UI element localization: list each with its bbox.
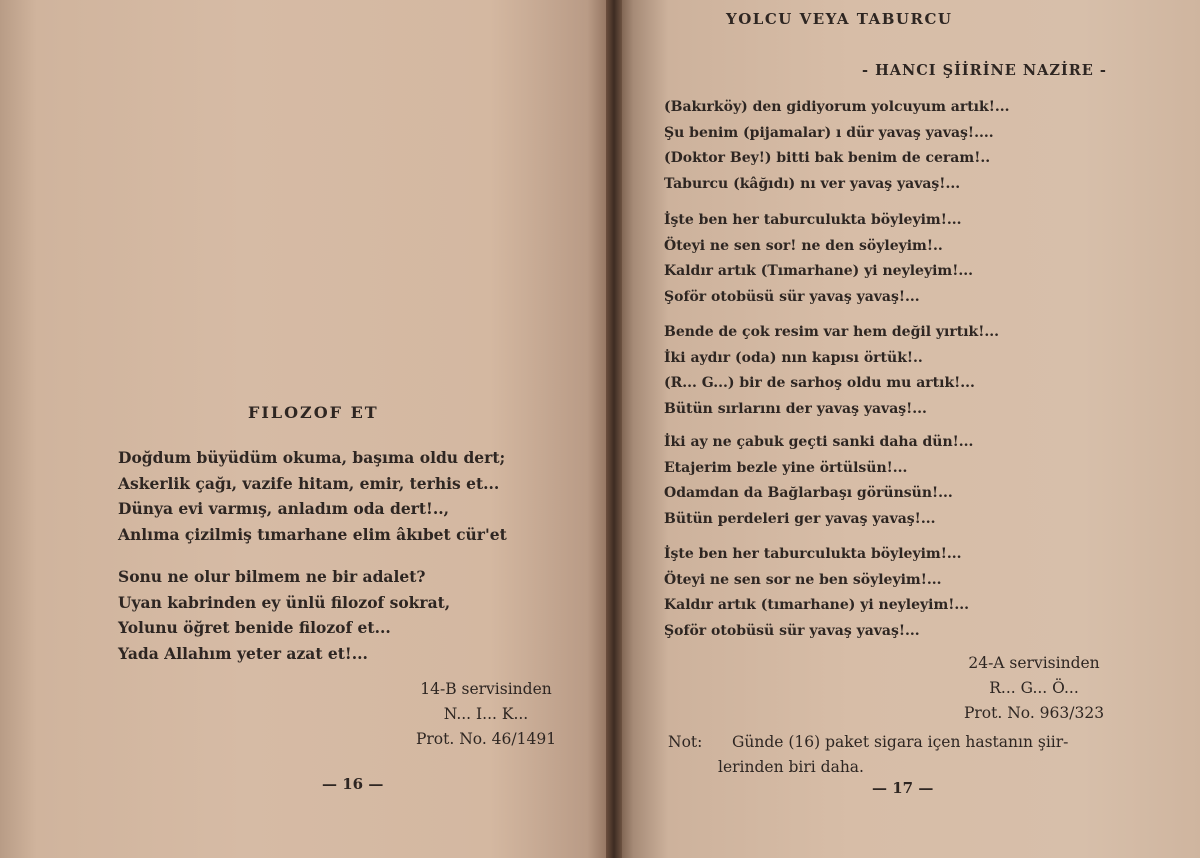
poem-line: Taburcu (kâğıdı) nı ver yavaş yavaş!... <box>664 175 961 192</box>
signature-initials: N... I... K... <box>443 705 529 723</box>
poem-line: Şoför otobüsü sür yavaş yavaş!... <box>664 622 920 639</box>
poem-line: Doğdum büyüdüm okuma, başıma oldu dert; <box>118 448 506 467</box>
poem-subtitle: - HANCI ŞİİRİNE NAZİRE - <box>862 62 1107 79</box>
poem-line: Kaldır artık (tımarhane) yi neyleyim!... <box>664 597 970 613</box>
poem-title: YOLCU VEYA TABURCU <box>726 10 953 28</box>
poem-line: Yada Allahım yeter azat et!... <box>118 643 368 663</box>
signature-initials: R... G... Ö... <box>989 679 1079 697</box>
signature-protocol: Prot. No. 963/323 <box>963 704 1105 722</box>
poem-line: Bütün sırlarını der yavaş yavaş!... <box>664 400 927 417</box>
page-number: — 16 — <box>322 775 384 793</box>
poem-line: Kaldır artık (Tımarhane) yi neyleyim!... <box>664 263 973 279</box>
poem-line: Yolunu öğret benide filozof et... <box>118 618 391 637</box>
poem-line: (Doktor Bey!) bitti bak benim de ceram!.. <box>664 150 991 166</box>
poem-line: Öteyi ne sen sor ne ben söyleyim!... <box>664 571 942 588</box>
signature-service: 24-A servisinden <box>968 654 1100 672</box>
poem-stanza <box>118 564 450 666</box>
signature-protocol: Prot. No. 46/1491 <box>415 730 557 748</box>
right-page <box>616 0 1200 858</box>
author-signature <box>396 677 576 752</box>
poem-stanza <box>664 430 973 532</box>
poem-line: İki aydır (oda) nın kapısı örtük!.. <box>664 349 923 366</box>
poem-stanza <box>664 208 973 310</box>
poem-line: Anlıma çizilmiş tımarhane elim âkıbet cür'et <box>118 524 507 544</box>
poem-line: Etajerim bezle yine örtülsün!... <box>664 459 908 476</box>
poem-stanza <box>118 445 507 547</box>
poem-stanza <box>664 542 969 644</box>
book-spine <box>606 0 622 858</box>
poem-line: İki ay ne çabuk geçti sanki daha dün!... <box>664 434 974 450</box>
poem-line: Şoför otobüsü sür yavaş yavaş!... <box>664 288 920 305</box>
poem-line: Öteyi ne sen sor! ne den söyleyim!.. <box>664 237 943 254</box>
poem-line: Sonu ne olur bilmem ne bir adalet? <box>118 567 426 586</box>
author-signature <box>946 651 1122 726</box>
poem-line: Dünya evi varmış, anladım oda dert!.., <box>118 499 450 518</box>
poem-title: FILOZOF ET <box>248 403 379 422</box>
poem-line: (Bakırköy) den gidiyorum yolcuyum artık!... <box>664 99 1010 115</box>
poem-line: (R... G...) bir de sarhoş oldu mu artık!... <box>664 375 975 391</box>
note-label: Not: <box>668 733 703 751</box>
poem-line: Odamdan da Bağlarbaşı görünsün!... <box>664 485 953 501</box>
signature-service: 14-B servisinden <box>420 680 552 698</box>
poem-stanza <box>664 95 1009 197</box>
poem-line: Askerlik çağı, vazife hitam, emir, terhis et... <box>118 473 500 493</box>
poem-stanza <box>664 320 999 422</box>
poem-line: Şu benim (pijamalar) ı dür yavaş yavaş!.... <box>664 124 994 141</box>
poem-line: Bende de çok resim var hem değil yırtık!... <box>664 324 999 340</box>
poem-line: İşte ben her taburculukta böyleyim!... <box>664 546 962 562</box>
poem-line: Uyan kabrinden ey ünlü filozof sokrat, <box>118 592 451 612</box>
page-number: — 17 — <box>872 779 934 797</box>
note-text-continued: lerinden biri daha. <box>718 758 864 776</box>
note-text: Günde (16) paket sigara içen hastanın şiir- <box>732 733 1069 751</box>
poem-line: İşte ben her taburculukta böyleyim!... <box>664 212 962 228</box>
poem-line: Bütün perdeleri ger yavaş yavaş!... <box>664 510 936 527</box>
footnote <box>668 730 1068 780</box>
